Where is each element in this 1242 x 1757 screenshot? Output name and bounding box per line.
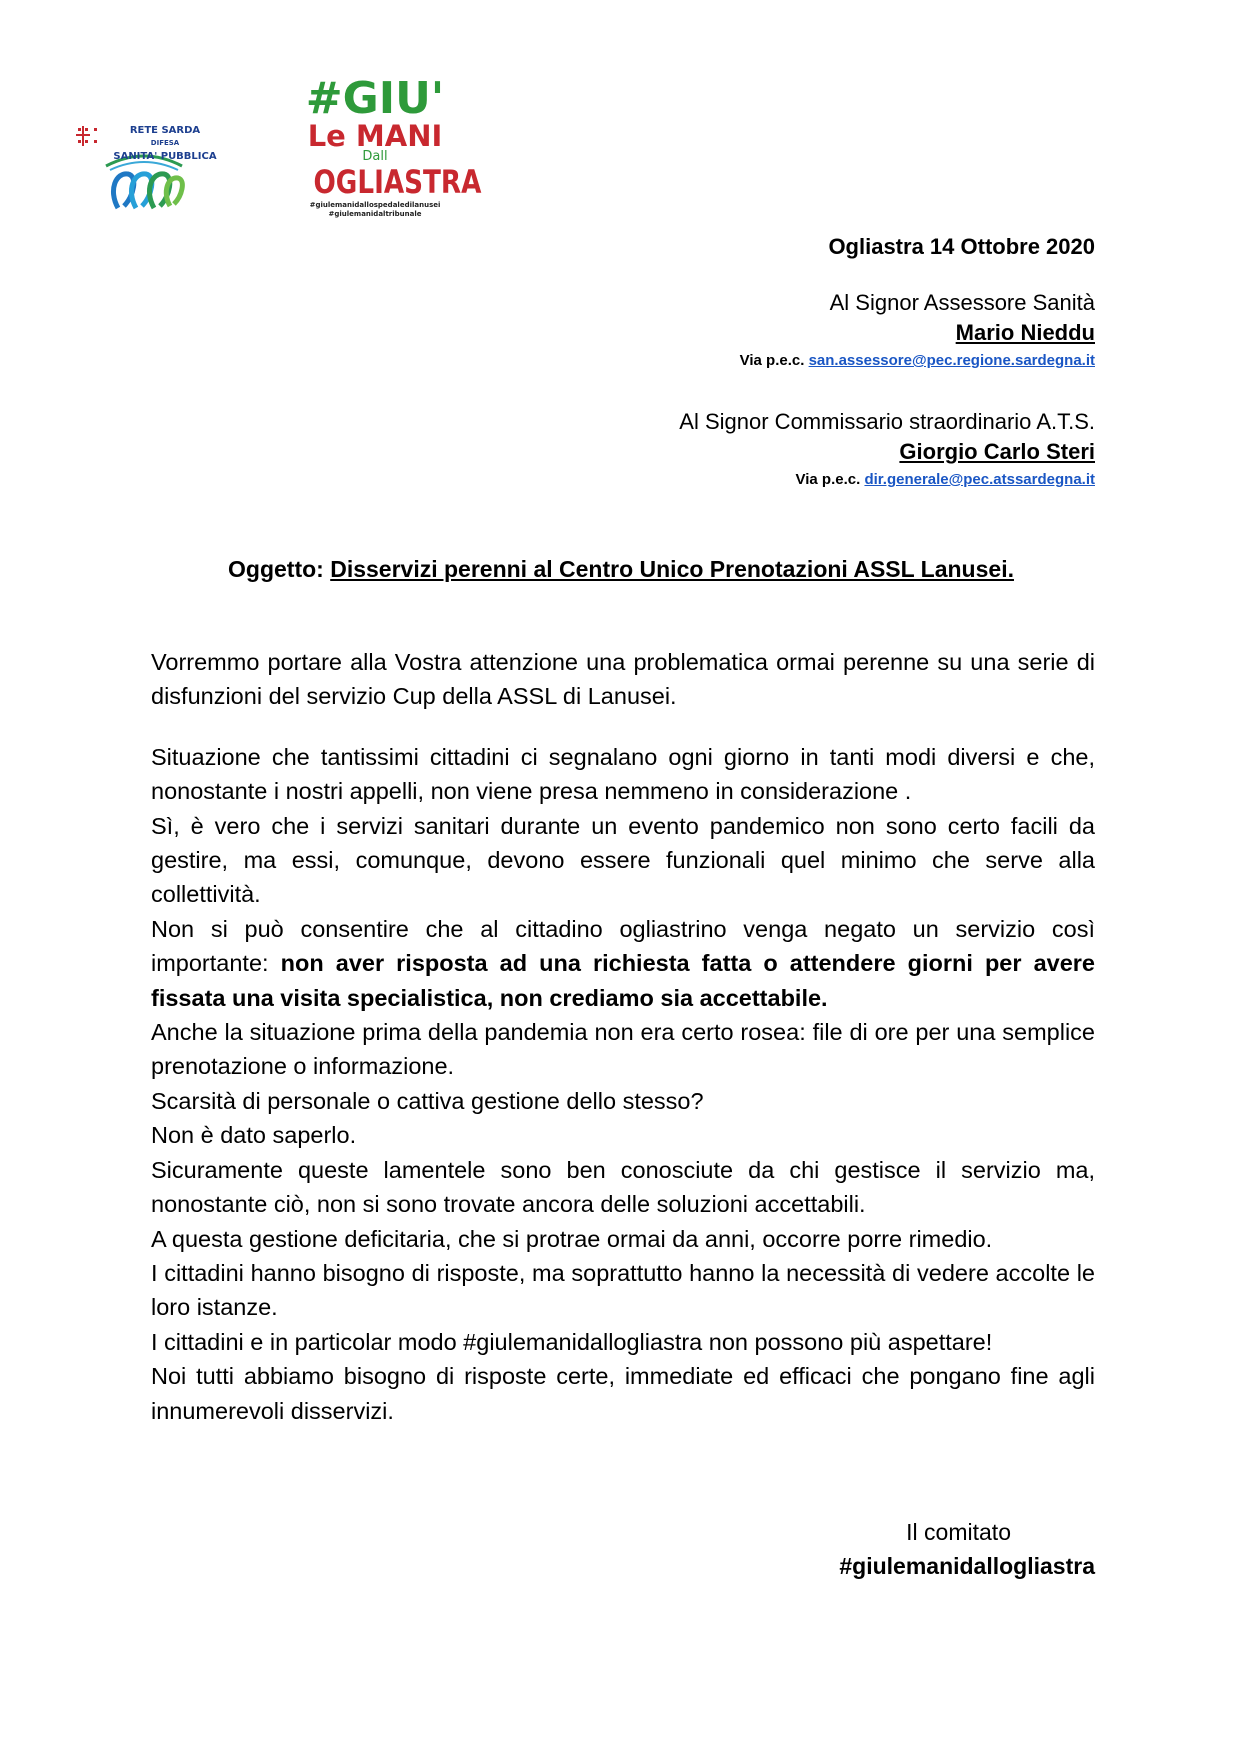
letter-subject xyxy=(0,555,1242,583)
giu-logo-hashtag1: #giulemanidallospedaledilanusei xyxy=(309,201,441,209)
body-paragraph-10: I cittadini hanno bisogno di risposte, ma soprattutto hanno la necessità di vedere accolte le loro istanze. xyxy=(151,1259,1095,1321)
giu-logo-line4: OGLIASTRA xyxy=(313,163,482,201)
recipient1-pec xyxy=(740,352,1095,370)
body-paragraph-2: Situazione che tantissimi cittadini ci segnalano ogni giorno in tanti modi diversi e che, nonostante i nostri appelli, non viene presa nemmeno in considerazione . xyxy=(151,743,1095,805)
giu-logo-line1: #GIU' xyxy=(305,73,445,124)
body-paragraph-1: Vorremmo portare alla Vostra attenzione una problematica ormai perenne su una serie di disfunzioni del servizio Cup della ASSL di Lanusei. xyxy=(151,649,1095,710)
subject-text: Disservizi perenni al Centro Unico Prenotazioni ASSL Lanusei. xyxy=(330,556,1014,582)
subject-label: Oggetto: xyxy=(228,556,324,582)
giu-logo-line3: Dall xyxy=(362,149,388,164)
signature-line1: Il comitato xyxy=(906,1519,1011,1545)
body-paragraph-4 xyxy=(151,912,1095,1015)
rete-logo-line3: SANITA' PUBBLICA xyxy=(113,151,217,162)
recipient1-pec-email-link[interactable]: san.assessore@pec.regione.sardegna.it xyxy=(808,352,1095,369)
letter-date: Ogliastra 14 Ottobre 2020 xyxy=(828,234,1095,259)
giulemani-logo xyxy=(300,73,482,226)
body-paragraph-5: Anche la situazione prima della pandemia non era certo rosea: file di ore per una semplice prenotazione o informazione. xyxy=(151,1019,1095,1080)
rete-sarda-logo-text xyxy=(110,124,220,163)
giu-logo-line2: Le MANI xyxy=(307,119,443,153)
recipient2-pec-label: Via p.e.c. xyxy=(795,471,861,488)
body-paragraph-6: Scarsità di personale o cattiva gestione dello stesso? xyxy=(151,1087,704,1114)
recipient2-title: Al Signor Commissario straordinario A.T.S. xyxy=(679,409,1095,434)
body-paragraph-11: I cittadini e in particolar modo #giulemanidallogliastra non possono più aspettare! xyxy=(151,1328,993,1355)
letter-body xyxy=(151,645,1095,1428)
recipient1-pec-label: Via p.e.c. xyxy=(739,352,805,369)
signature-block xyxy=(839,1515,1095,1583)
recipient2-name: Giorgio Carlo Steri xyxy=(899,439,1095,464)
body-paragraph-8: Sicuramente queste lamentele sono ben conosciute da chi gestisce il servizio ma, nonostante ciò, non si sono trovate ancora delle soluzioni accettabili. xyxy=(151,1156,1095,1218)
body-paragraph-9: A questa gestione deficitaria, che si protrae ormai da anni, occorre porre rimedio. xyxy=(151,1225,993,1252)
recipient1-name: Mario Nieddu xyxy=(955,320,1095,345)
rete-sarda-logo xyxy=(76,120,216,216)
recipient2-pec xyxy=(796,471,1096,489)
rete-logo-line1: RETE SARDA xyxy=(129,125,201,136)
body-paragraph-4-bold: non aver risposta ad una richiesta fatta o attendere giorni per avere fissata una visita specialistica, non crediamo sia accettabile. xyxy=(151,950,1095,1011)
giu-logo-hashtag2: #giulemanidaltribunale xyxy=(328,210,422,218)
body-paragraph-12: Noi tutti abbiamo bisogno di risposte certe, immediate ed efficaci che pongano fine agli innumerevoli disservizi. xyxy=(151,1363,1095,1424)
rete-logo-line2: DIFESA xyxy=(150,139,180,147)
signature-line2: #giulemanidallogliastra xyxy=(839,1553,1095,1579)
recipient1-title: Al Signor Assessore Sanità xyxy=(829,290,1095,315)
recipient2-pec-email-link[interactable]: dir.generale@pec.atssardegna.it xyxy=(864,471,1095,488)
body-paragraph-3: Sì, è vero che i servizi sanitari durante un evento pandemico non sono certo facili da gestire, ma essi, comunque, devono essere funzionali quel minimo che serve alla collettività. xyxy=(151,812,1095,908)
body-paragraph-4-start: Non si può consentire che al cittadino ogliastrino venga negato un servizio così importante: xyxy=(151,915,1095,977)
body-paragraph-7: Non è dato saperlo. xyxy=(151,1122,357,1149)
